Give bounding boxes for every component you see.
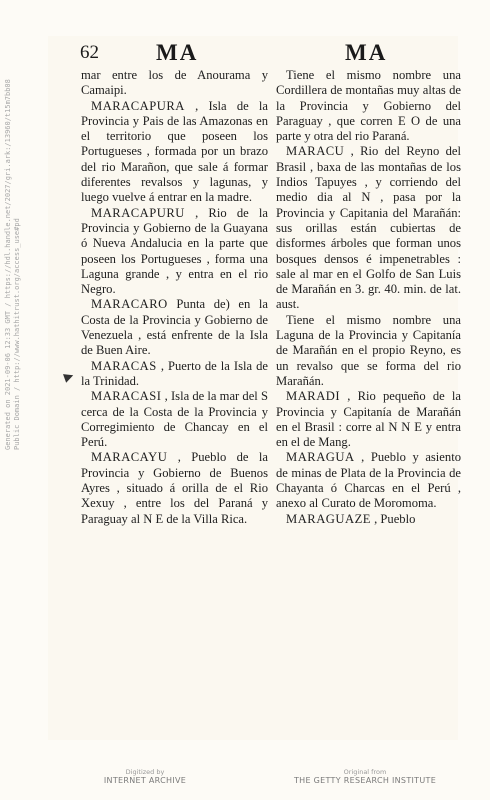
- right-column: [276, 68, 461, 527]
- margin-mark: ▶: [61, 367, 76, 385]
- getty-label: THE GETTY RESEARCH INSTITUTE: [293, 776, 437, 785]
- entry-text: Tiene el mismo nombre una Laguna de la Provincia y Capitanía de Marañán en el propio Reyno, es un revalso que se forma del rio Marañán.: [276, 312, 461, 388]
- dictionary-entry: [276, 450, 461, 511]
- entry-headword: MARACAPURU: [91, 205, 185, 220]
- dictionary-entry: [276, 512, 461, 527]
- left-running-head: MA: [156, 40, 199, 65]
- internet-archive-label: INTERNET ARCHIVE: [103, 776, 187, 785]
- entry-text: , Rio pequeño de la Provincia y Capitanía de Marañán en el Brasil : corre al N N E y entra en el de Mang.: [276, 389, 461, 450]
- digitized-by-label: Digitized by: [125, 768, 165, 776]
- dictionary-entry: [81, 297, 268, 358]
- right-running-head: MA: [345, 40, 388, 65]
- dictionary-entry: [81, 359, 268, 390]
- left-column: [81, 68, 268, 527]
- entry-text: , Pueblo: [370, 511, 416, 526]
- dictionary-entry: [276, 68, 461, 144]
- entry-headword: MARACASI: [91, 389, 162, 404]
- dictionary-entry: [276, 389, 461, 450]
- page-number: 62: [80, 42, 99, 63]
- dictionary-entry: [276, 144, 461, 312]
- stamp-line-license: Public Domain / http://www.hathitrust.org/access_use#pd: [13, 218, 21, 450]
- dictionary-entry: [81, 389, 268, 450]
- page-footer: [0, 768, 490, 796]
- stamp-line-generated: Generated on 2021-09-06 12:33 GMT / https://hdl.handle.net/2027/gri.ark:/13960/t15m7bb08: [4, 79, 12, 450]
- entry-text: , Rio del Reyno del Brasil , baxa de las montañas de los Indios Tapuyes , y corriendo del medio dia al N , pasa por la Provincia y Capitania del Marañán: sus orillas están cubiertas de disformes árboles que forman unos bosques densos é impenetrables : sale al mar en el Golfo de San Luis de Marañán en 3. gr. 40. min. de lat. aust.: [276, 144, 461, 312]
- original-from-block: [280, 768, 450, 786]
- entry-headword: MARACU: [286, 144, 345, 159]
- entry-headword: MARAGUA: [286, 450, 355, 465]
- entry-text: , Pueblo y asiento de minas de Plata de la Provincia de Chayanta ó Charcas en el Perú , anexo al Curato de Moromoma.: [276, 450, 461, 511]
- dictionary-entry: [81, 206, 268, 298]
- running-header: [80, 42, 450, 68]
- entry-headword: MARACAS: [91, 358, 157, 373]
- entry-text: , Puerto de la Isla de la Trinidad.: [81, 358, 268, 388]
- entry-headword: MARACAPURA: [91, 98, 185, 113]
- entry-text: , Pueblo de la Provincia y Gobierno de Buenos Ayres , situado á orilla de el Rio Xexuy , entre los del Paraná y Paraguay al N E de la Villa Rica.: [81, 450, 268, 526]
- entry-headword: MARADI: [286, 389, 341, 404]
- entry-text: mar entre los de Anourama y Camaipi.: [81, 68, 268, 98]
- dictionary-entry: [81, 99, 268, 206]
- dictionary-entry: [81, 450, 268, 526]
- entry-headword: MARACAYU: [91, 450, 168, 465]
- entry-text: , Rio de la Provincia y Gobierno de la Guayana ó Nueva Andalucia en la parte que poseen los Portugueses , forma una Laguna grande , y entra en el rio Negro.: [81, 205, 268, 297]
- original-from-label: Original from: [343, 768, 387, 776]
- digitized-by-block: [60, 768, 230, 786]
- entry-text: , Isla de la mar del S cerca de la Costa de la Provincia y Corregimiento de Chancay en el Perú.: [81, 389, 268, 450]
- entry-headword: MARACARO: [91, 297, 168, 312]
- hathitrust-stamp: [4, 79, 22, 450]
- entry-text: Punta de) en la Costa de la Provincia y Gobierno de Venezuela , está enfrente de la Isla de Buen Aire.: [81, 297, 268, 358]
- entry-text: , Isla de la Provincia y Pais de las Amazonas en el territorio que poseen los Portugueses , formada por un brazo del rio Marañon, que sale á formar diferentes revalsos y lagunas, y luego vuelve á entrar en la madre.: [81, 98, 268, 205]
- entry-text: Tiene el mismo nombre una Cordillera de montañas muy altas de la Provincia y Gobierno del Paraguay , que corren E O de una parte y otra del rio Paraná.: [276, 68, 461, 144]
- dictionary-entry: [81, 68, 268, 99]
- entry-headword: MARAGUAZE: [286, 511, 371, 526]
- dictionary-entry: [276, 313, 461, 389]
